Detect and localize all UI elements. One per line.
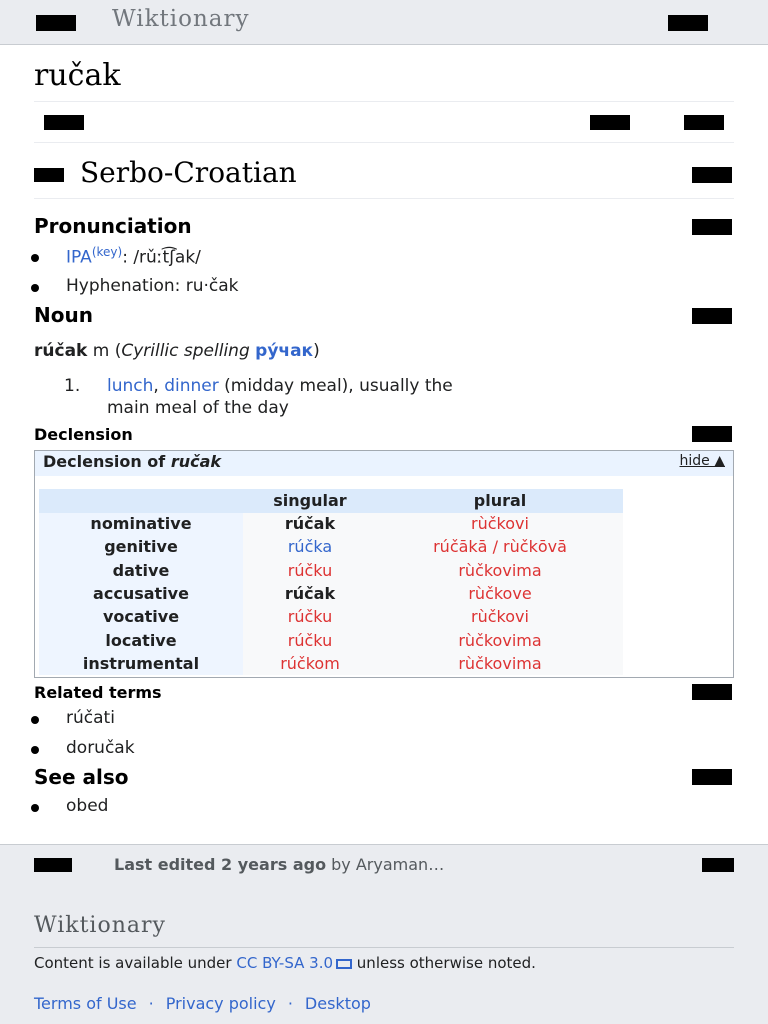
footer-brand: Wiktionary xyxy=(34,913,166,938)
history-icon xyxy=(34,858,72,872)
case-label: nominative xyxy=(90,514,192,533)
declension-heading: Declension xyxy=(34,425,133,444)
top-bar xyxy=(0,0,768,45)
case-label: accusative xyxy=(93,583,189,603)
cyrillic-label: Cyrillic spelling xyxy=(121,341,250,361)
chevron-right-icon xyxy=(702,858,734,872)
cyrillic-link[interactable]: ру́чак xyxy=(255,341,314,361)
footer-links xyxy=(34,994,371,1013)
page-title: ručak xyxy=(34,58,121,93)
lunch-link[interactable]: lunch xyxy=(107,376,154,396)
singular-form: rúčak xyxy=(284,514,336,533)
license-post: unless otherwise noted. xyxy=(352,954,536,972)
plural-form[interactable]: rúčākā / rùčkōvā xyxy=(433,537,567,557)
edit-section-icon[interactable] xyxy=(692,426,732,442)
edit-section-icon[interactable] xyxy=(692,308,732,324)
dinner-link[interactable]: dinner xyxy=(164,376,219,396)
hide-toggle[interactable]: hide ▲ xyxy=(679,453,725,469)
site-brand[interactable]: Wiktionary xyxy=(112,6,250,32)
related-terms-heading: Related terms xyxy=(34,683,162,702)
footer-divider xyxy=(34,947,734,948)
case-label: genitive xyxy=(104,537,178,557)
bullet xyxy=(31,284,39,292)
last-edited-text[interactable] xyxy=(114,855,444,874)
separator: · xyxy=(148,994,154,1013)
noun-heading: Noun xyxy=(34,303,93,327)
hyphenation-line: Hyphenation: ru·čak xyxy=(66,276,239,296)
ipa-line xyxy=(66,245,201,268)
declension-title-text: Declension of xyxy=(43,452,166,471)
menu-icon[interactable] xyxy=(36,15,76,31)
collapse-section-icon[interactable] xyxy=(34,168,64,182)
edit-icon[interactable] xyxy=(684,115,724,130)
singular-form[interactable]: rúčkom xyxy=(280,653,340,673)
plural-form[interactable]: rùčkovi xyxy=(471,514,529,533)
headword-line xyxy=(34,341,320,361)
edit-section-icon[interactable] xyxy=(692,167,732,183)
case-label: dative xyxy=(112,560,170,580)
declension-title-word: ručak xyxy=(170,452,222,471)
license-link[interactable]: CC BY-SA 3.0 xyxy=(236,954,334,972)
plural-form[interactable]: rùčkovima xyxy=(458,653,542,673)
definition-line-2: main meal of the day xyxy=(107,398,289,418)
headword: rúčak xyxy=(34,341,88,361)
singular-form: rúčak xyxy=(284,583,336,603)
edit-section-icon[interactable] xyxy=(692,219,732,235)
bullet xyxy=(31,716,39,724)
definition-line-1 xyxy=(107,376,453,396)
edit-section-icon[interactable] xyxy=(692,684,732,700)
gender-label: m ( xyxy=(87,341,122,361)
pronunciation-heading: Pronunciation xyxy=(34,214,192,238)
plural-form[interactable]: rùčkovima xyxy=(458,630,542,650)
paren-close: ) xyxy=(313,341,320,361)
last-edited-bar[interactable] xyxy=(0,844,768,886)
see-also-heading: See also xyxy=(34,765,129,789)
bullet xyxy=(31,804,39,812)
declension-table xyxy=(34,450,734,678)
terms-of-use-link[interactable]: Terms of Use xyxy=(34,994,137,1013)
case-label: instrumental xyxy=(82,653,200,673)
plural-form[interactable]: rùčkove xyxy=(468,583,532,603)
col-plural: plural xyxy=(473,491,527,510)
last-edited-user: by Aryaman… xyxy=(326,855,445,874)
see-also-link[interactable]: obed xyxy=(66,796,109,816)
divider xyxy=(34,142,734,143)
ipa-link[interactable]: IPA xyxy=(66,247,92,268)
license-text xyxy=(34,955,734,971)
plural-form[interactable]: rùčkovima xyxy=(458,560,542,580)
watch-icon[interactable] xyxy=(590,115,630,130)
divider xyxy=(34,198,734,199)
bullet xyxy=(31,254,39,262)
language-icon[interactable] xyxy=(44,115,84,130)
privacy-policy-link[interactable]: Privacy policy xyxy=(165,994,276,1013)
separator: · xyxy=(287,994,293,1013)
external-link-icon xyxy=(336,959,352,969)
related-term-link[interactable]: rúčati xyxy=(66,708,115,728)
ipa-key-link[interactable]: (key) xyxy=(91,245,123,259)
plural-form[interactable]: rùčkovi xyxy=(471,607,529,627)
def-rest: (midday meal), usually the xyxy=(218,376,453,396)
singular-form[interactable]: rúčku xyxy=(287,607,333,627)
bullet xyxy=(31,746,39,754)
edit-section-icon[interactable] xyxy=(692,769,732,785)
search-icon[interactable] xyxy=(668,15,708,31)
case-label: vocative xyxy=(102,607,180,627)
language-heading[interactable]: Serbo-Croatian xyxy=(80,156,297,189)
related-term-link[interactable]: doručak xyxy=(66,738,135,758)
declension-title xyxy=(43,452,221,471)
footer xyxy=(0,885,768,1024)
divider xyxy=(34,101,734,102)
singular-form[interactable]: rúčku xyxy=(287,560,333,580)
col-singular: singular xyxy=(273,491,347,510)
case-label: locative xyxy=(105,630,177,650)
singular-form[interactable]: rúčku xyxy=(287,630,333,650)
singular-form[interactable]: rúčka xyxy=(287,537,333,557)
license-pre: Content is available under xyxy=(34,954,237,972)
definition-number: 1. xyxy=(64,376,81,396)
ipa-value: : /rǔːt͡ʃak/ xyxy=(122,247,201,268)
last-edited-time: Last edited 2 years ago xyxy=(114,855,327,874)
desktop-link[interactable]: Desktop xyxy=(304,994,371,1013)
declension-table-header xyxy=(35,451,733,476)
def-separator: , xyxy=(153,376,159,396)
